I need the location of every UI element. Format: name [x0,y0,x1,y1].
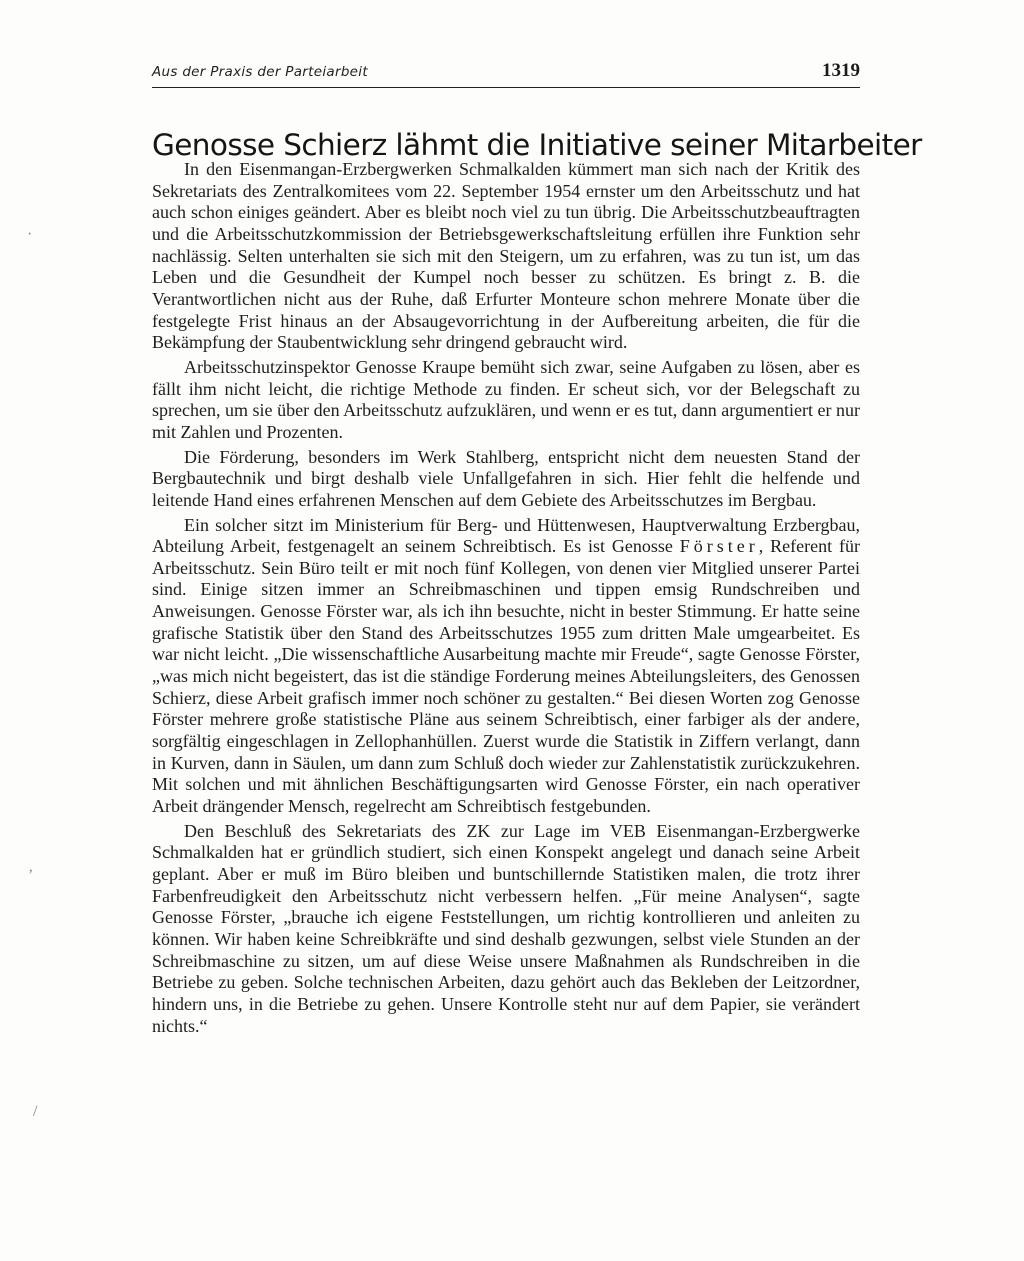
running-header [152,58,860,88]
paragraph-3: Die Förderung, besonders im Werk Stahlberg, entspricht nicht dem neuesten Stand der Bergbautechnik und birgt deshalb viele Unfallgefahren in sich. Hier fehlt die helfende und leitende Hand eines erfahrenen Menschen auf dem Gebiete des Arbeitsschutzes im Bergbau. [152,446,860,510]
paragraph-4-part-1: Ein solcher sitzt im Ministerium für Berg- und Hüttenwesen, Hauptverwaltung Erzbergbau, Abteilung Arbeit, festgenagelt an seinem Schreibtisch. Es ist Genosse [152,514,860,557]
name-foerster-spaced: Förster [679,536,759,557]
article-title: Genosse Schierz lähmt die Initiative seiner Mitarbeiter [152,127,922,162]
margin-speck: / [33,1103,38,1120]
paragraph-1: In den Eisenmangan-Erzbergwerken Schmalkalden kümmert man sich nach der Kritik des Sekretariats des Zentralkomitees vom 22. September 1954 ernster um den Arbeitsschutz und hat auch schon einiges geändert. Aber es bleibt noch viel zu tun übrig. Die Arbeitsschutzbeauftragten und die Arbeitsschutzkommission der Betriebsgewerkschaftsleitung erfüllen ihre Funktion sehr nachlässig. Selten unterhalten sie sich mit den Steigern, um zu erfahren, was zu tun ist, um das Leben und die Gesundheit der Kumpel noch besser zu schützen. Es bringt z. B. die Verantwortlichen nicht aus der Ruhe, daß Erfurter Monteure schon mehrere Monate über die festgelegte Frist hinaus an der Absaugevorrichtung in der Aufbereitung arbeiten, die für die Bekämpfung der Staubentwicklung sehr dringend gebraucht wird. [152,159,860,353]
paragraph-4-part-2: , Referent für Arbeitsschutz. Sein Büro teilt er mit noch fünf Kollegen, von denen vier Mitglied unserer Partei sind. Einige sitzen immer an Schreibmaschinen und tippen emsig Rundschreiben und Anweisungen. Genosse Förster war, als ich ihn besuchte, nicht in bester Stimmung. Er hatte seine grafische Statistik über den Stand des Arbeitsschutzes 1955 zum dritten Male umgearbeitet. Es war nicht leicht. „Die wissenschaftliche Ausarbeitung machte mir Freude“, sagte Genosse Förster, „was mich nicht begeistert, das ist die ständige Forderung meines Abteilungsleiters, des Genossen Schierz, diese Arbeit grafisch immer noch schöner zu gestalten.“ Bei diesen Worten zog Genosse Förster mehrere große statistische Pläne aus seinem Schreibtisch, einer farbiger als der andere, sorgfältig eingeschlagen in Zellophanhüllen. Zuerst wurde die Statistik in Ziffern verlangt, dann in Kurven, dann in Säulen, um dann zum Schluß doch wieder zur Zahlenstatistik zurückzukehren. Mit solchen und mit ähnlichen Beschäftigungsarten wird Genosse Förster, ein nach operativer Arbeit drängender Mensch, regelrecht am Schreibtisch festgebunden. [152,536,861,817]
paragraph-5: Den Beschluß des Sekretariats des ZK zur Lage im VEB Eisenmangan-Erzbergwerke Schmalkalden hat er gründlich studiert, sich einen Konspekt angelegt und danach seine Arbeit geplant. Aber er muß im Büro bleiben und buntschillernde Statistiken malen, die trotz ihrer Farbenfreudigkeit den Arbeitsschutz nicht verbessern helfen. „Für meine Analysen“, sagte Genosse Förster, „brauche ich eigene Feststellungen, um richtig kontrollieren und anleiten zu können. Wir haben keine Schreibkräfte und sind deshalb gezwungen, selbst viele Stunden an der Schreibmaschine zu sitzen, um auf diese Weise unsere Maßnahmen als Rundschreiben in die Betriebe zu geben. Solche technischen Arbeiten, dazu gehört auch das Bekleben der Leitzordner, hindern uns, in die Betriebe zu gehen. Unsere Kontrolle steht nur auf dem Papier, sie verändert nichts.“ [152,820,860,1036]
article-body [152,159,860,1040]
margin-speck: ‚ [28,858,34,875]
paragraph-2: Arbeitsschutzinspektor Genosse Kraupe bemüht sich zwar, seine Aufgaben zu lösen, aber es fällt ihm nicht leicht, die richtige Methode zu finden. Er scheut sich, vor der Belegschaft zu sprechen, um sie über den Arbeitsschutz aufzuklären, und wenn er es tut, dann argumentiert er nur mit Zahlen und Prozenten. [152,356,860,442]
paragraph-4 [152,515,860,818]
page-number: 1319 [822,60,860,81]
header-rule [152,87,860,88]
running-title: Aus der Praxis der Parteiarbeit [152,64,368,80]
margin-speck: · [27,226,33,243]
